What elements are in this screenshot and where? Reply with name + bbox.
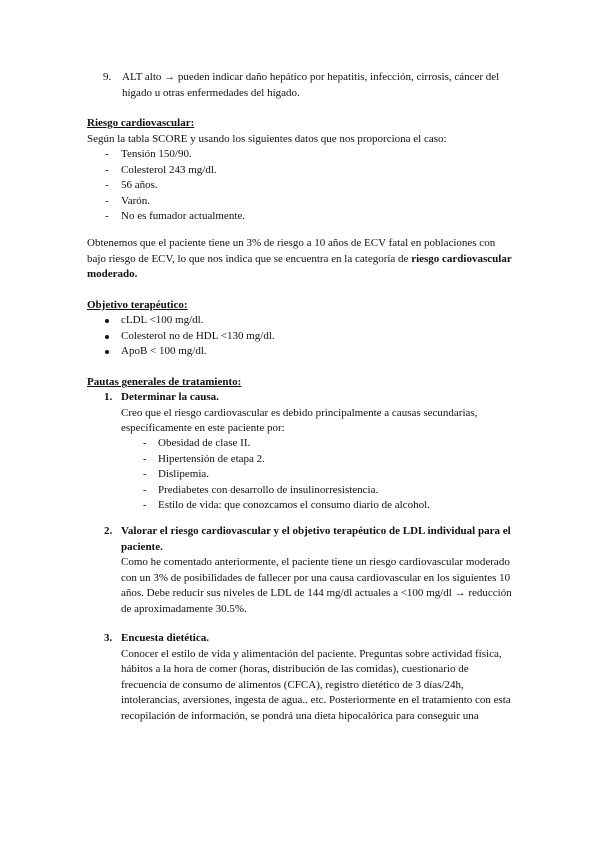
section-heading: Pautas generales de tratamiento: bbox=[87, 376, 242, 388]
text-line: específicamente en este paciente por: bbox=[121, 422, 285, 434]
objetivo-section bbox=[87, 298, 188, 314]
text-line: Creo que el riesgo cardiovascular es debido principalmente a causas secundarias, bbox=[121, 406, 478, 419]
list-number: 1. bbox=[104, 391, 113, 403]
text-line: con un 3% de posibilidades de fallecer por una causa cardiovascular en los siguientes 10 bbox=[121, 571, 511, 584]
text-line: recopilación de información, se pondrá una dieta hipocalórica para conseguir una bbox=[121, 709, 479, 722]
text-line: Obtenemos que el paciente tiene un 3% de riesgo a 10 años de ECV fatal en poblaciones con bbox=[87, 237, 496, 249]
text-line: frecuencia de consumo de alimentos (CFCA), registro dietético de 3 días/24h, bbox=[121, 678, 464, 691]
list-number: 9. bbox=[103, 71, 112, 83]
text-line: moderado. bbox=[87, 268, 138, 280]
section-heading: Riesgo cardiovascular: bbox=[87, 117, 195, 129]
riesgo-paragraph bbox=[87, 236, 512, 283]
pauta-2 bbox=[121, 524, 512, 617]
text-line: años. Debe reducir sus niveles de LDL de 144 mg/dl actuales a <100 mg/dl → reducción bbox=[121, 587, 512, 599]
list-number: 2. bbox=[104, 525, 113, 537]
item-title: Determinar la causa. bbox=[121, 391, 219, 403]
section-heading: Objetivo terapéutico: bbox=[87, 299, 188, 311]
text-line: intolerancias, aversiones, ingesta de agua.. etc. Posteriormente en el tratamiento con esta bbox=[121, 694, 511, 706]
item-title: paciente. bbox=[121, 540, 163, 553]
pauta-3 bbox=[121, 631, 511, 724]
riesgo-section bbox=[87, 116, 447, 147]
text-line: hígado u otras enfermedades del hígado. bbox=[122, 86, 300, 99]
pautas-section bbox=[87, 375, 241, 391]
item-title: Encuesta dietética. bbox=[121, 632, 209, 644]
text-line: bajo riesgo de ECV, lo que nos indica que se encuentra en la categoría de riesgo cardiovascular bbox=[87, 252, 512, 265]
list-number: 3. bbox=[104, 632, 113, 644]
text-line: ALT alto → pueden indicar daño hepático por hepatitis, infección, cirrosis, cáncer del bbox=[122, 71, 500, 83]
document-page: 9. ALT alto → pueden indicar daño hepático por hepatitis, infección, cirrosis, cáncer del hígado u otras enfermedades del hígado. Riesgo cardiovascular: Según la tabla SCORE y usando los siguientes datos que nos proporciona el caso: - Tensión 150/90. - Colesterol 243 mg/dl. - 56 años. - Varón. - No es fumador actualmente. Obtenemos que el paciente tiene un 3% de riesgo a 10 años de ECV fatal en poblaciones con bajo riesgo de ECV, lo que nos indica que se encuentra en la categoría de riesgo cardiovascular moderado. Objetivo terapéutico: cLDL <100 mg/dl. Colesterol no de HDL <130 mg/dl. ApoB < 100 mg/dl. Pautas generales de tratamiento: 1. Determinar la causa. Creo que el riesgo cardiovascular es debido principalmente a causas secundarias, específicamente en este paciente por: - Obesidad de clase II. - Hipertensión de etapa 2. - Dislipemia. - Prediabetes con desarrollo de insulinorresistencia. - Estilo de vida: que conozcamos el consumo diario de alcohol. 2. Valorar el riesgo cardiovascular y el objetivo terapéutico de LDL individual para el paciente. Como he comentado anteriormente, el paciente tiene un riesgo cardiovascular moderado con un 3% de posibilidades de fallecer por una causa cardiovascular en los siguientes 10 años. Debe reducir sus niveles de LDL de 144 mg/dl actuales a <100 mg/dl → reducción de aproximadamente 30.5%. 3. Encuesta dietética. Conocer el estilo de vida y alimentación del paciente. Preguntas sobre actividad física, hábitos a la hora de comer (horas, distribución de las comidas), cuestionario de frecuencia de consumo de alimentos (CFCA), registro dietético de 3 días/24h, intolerancias, aversiones, ingesta de agua.. etc. Posteriormente en el tratamiento con esta recopilación de información, se pondrá una dieta hipocalórica para conseguir una bbox=[0, 0, 600, 848]
item-9-text bbox=[122, 70, 499, 101]
text-line: Conocer el estilo de vida y alimentación del paciente. Preguntas sobre actividad física, bbox=[121, 647, 502, 660]
item-title: Valorar el riesgo cardiovascular y el objetivo terapéutico de LDL individual para el bbox=[121, 525, 511, 537]
text-line: Según la tabla SCORE y usando los siguientes datos que nos proporciona el caso: bbox=[87, 132, 447, 145]
text-line: Como he comentado anteriormente, el paciente tiene un riesgo cardiovascular moderado bbox=[121, 556, 510, 568]
text-line: hábitos a la hora de comer (horas, distribución de las comidas), cuestionario de bbox=[121, 663, 469, 675]
text-line: de aproximadamente 30.5%. bbox=[121, 602, 247, 615]
pauta-1 bbox=[121, 390, 477, 437]
